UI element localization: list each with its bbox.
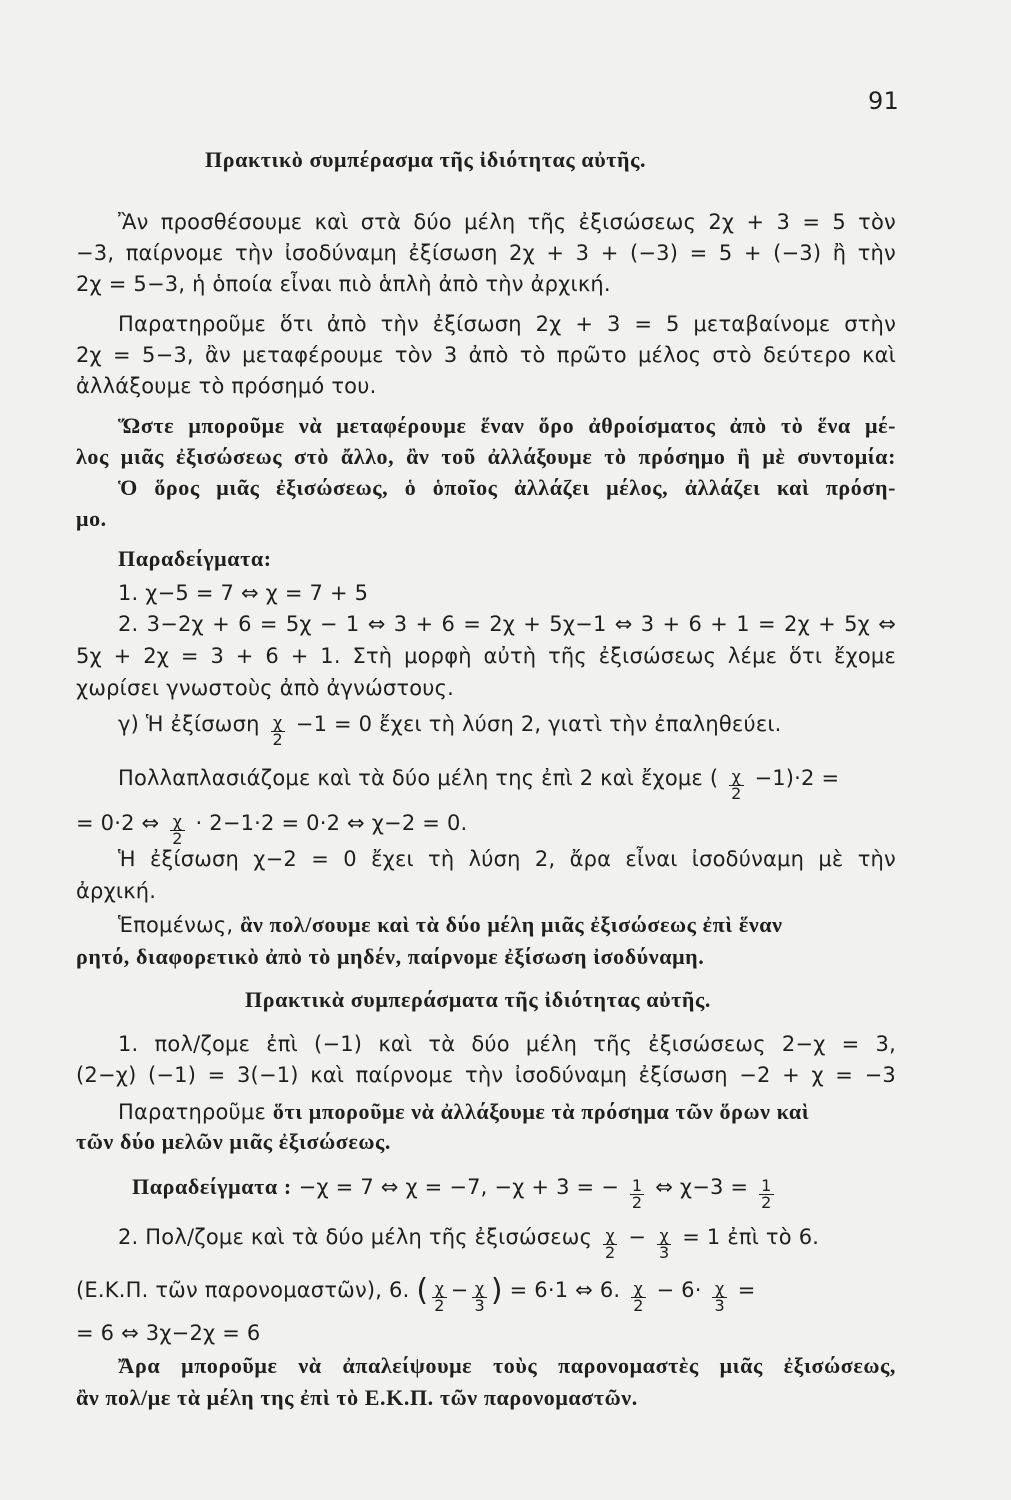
mult-line: Πολλαπλασιάζομε καὶ τὰ δύο μέλη της ἐπὶ 2 καὶ ἔχομε ( $\frac{\chi}{2}$ −1)·2 = (118, 766, 840, 803)
gamma-line (118, 709, 782, 748)
paragraph-line: Παρατηροῦμε ὅτι ἀπὸ τὴν ἐξίσωση 2χ + 3 = 5 μεταβαίνομε στὴν (118, 312, 896, 336)
fraction: $\frac{1}{2}$ (761, 1176, 772, 1212)
rule-line: μο. (76, 506, 107, 531)
final-rule-line: Ἄρα μποροῦμε νὰ ἀπαλείψουμε τοὺς παρονομαστὲς μιᾶς ἐξισώσεως, (118, 1353, 896, 1378)
conclusion-line: Ἑπομένως, ἂν πολ/σουμε καὶ τὰ δύο μέλη μιᾶς ἐξισώσεως ἐπὶ ἕναν (118, 912, 783, 937)
c5-line: = 6 ⇔ 3χ−2χ = 6 (76, 1321, 261, 1345)
paragraph-line: (2−χ) (−1) = 3(−1) καὶ παίρνομε τὴν ἰσοδύναμη ἐξίσωση −2 + χ = −3 (76, 1063, 896, 1087)
conclusion-line: Παρατηροῦμε ὅτι μποροῦμε νὰ ἀλλάξουμε τὰ πρόσημα τῶν ὅρων καὶ (118, 1099, 810, 1124)
fraction: $\frac{1}{2}$ (631, 1176, 643, 1212)
fraction: $\frac{\chi}{3}$ (658, 1226, 670, 1262)
rule-line: λος μιᾶς ἐξισώσεως στὸ ἄλλο, ἂν τοῦ ἀλλάξουμε τὸ πρόσημο ἢ μὲ συντομία: (76, 444, 896, 469)
example-1: 1. χ−5 = 7 ⇔ χ = 7 + 5 (118, 581, 369, 605)
mult-line-2: = 0·2 ⇔ $\frac{\chi}{2}$ · 2−1·2 = 0·2 ⇔ χ−2 = 0. (76, 811, 468, 848)
paragraph-line: 2χ = 5−3, ἂν μεταφέρουμε τὸν 3 ἀπὸ τὸ πρῶτο μέλος στὸ δεύτερο καὶ (76, 343, 896, 367)
fraction: $\frac{\chi}{2}$ (434, 1279, 445, 1315)
conclusion-line: τῶν δύο μελῶν μιᾶς ἐξισώσεως. (76, 1129, 392, 1154)
section-heading: Πρακτικὸ συμπέρασμα τῆς ἰδιότητας αὐτῆς. (205, 147, 647, 172)
paragraph-line: ἀλλάξουμε τὸ πρόσημό του. (76, 374, 377, 398)
examples-heading: Παραδείγματα: (118, 546, 272, 571)
paragraph-line: 2χ = 5−3, ἡ ὁποία εἶναι πιὸ ἁπλὴ ἀπὸ τὴν ἀρχική. (76, 272, 611, 296)
paragraph-line: Ἂν προσθέσουμε καὶ στὰ δύο μέλη τῆς ἐξισώσεως 2χ + 3 = 5 τὸν (118, 210, 896, 234)
c3-line: 2. Πολ/ζομε καὶ τὰ δύο μέλη τῆς ἐξισώσεως $\frac{\chi}{2}$ − $\frac{\chi}{3}$ = 1 ἐπὶ τὸ 6. (118, 1225, 820, 1262)
fraction: $\frac{\chi}{3}$ (474, 1279, 485, 1315)
example-3-line: Παραδείγματα : −χ = 7 ⇔ χ = −7, −χ + 3 = − $\frac{1}{2}$ ⇔ χ−3 = $\frac{1}{2}$ (132, 1174, 772, 1212)
fraction: $\frac{\chi}{2}$ (172, 812, 183, 848)
fraction: $\frac{\chi}{3}$ (714, 1279, 725, 1315)
conclusion-line: ρητό, διαφορετικὸ ἀπὸ τὸ μηδέν, παίρνομε ἐξίσωση ἰσοδύναμη. (76, 944, 705, 969)
paragraph-line: Ἡ ἐξίσωση χ−2 = 0 ἔχει τὴ λύση 2, ἄρα εἶναι ἰσοδύναμη μὲ τὴν (118, 847, 896, 871)
page-number: 91 (868, 87, 899, 115)
paragraph-line: −3, παίρνομε τὴν ἰσοδύναμη ἐξίσωση 2χ + 3 + (−3) = 5 + (−3) ἢ τὴν (76, 241, 896, 265)
rule-line: Ὁ ὅρος μιᾶς ἐξισώσεως, ὁ ὁποῖος ἀλλάζει μέλος, ἀλλάζει καὶ πρόση- (118, 475, 896, 500)
fraction: $\frac{\chi}{2}$ (272, 713, 283, 749)
c4-line: (Ε.Κ.Π. τῶν παρονομαστῶν), 6. ( $\frac{\chi}{2}$ − $\frac{\chi}{3}$ ) = 6·1 ⇔ 6. $\frac{\chi}{2}$ − 6· $\frac{\chi}{3}$ = (76, 1273, 756, 1315)
gamma-suffix: −1 = 0 ἔχει τὴ λύση 2, γιατὶ τὴν ἐπαληθεύει. (295, 712, 782, 736)
final-rule-line: ἂν πολ/με τὰ μέλη της ἐπὶ τὸ Ε.Κ.Π. τῶν παρονομαστῶν. (76, 1385, 638, 1410)
fraction: $\frac{\chi}{2}$ (731, 767, 742, 803)
gamma-prefix: γ) Ἡ ἐξίσωση (118, 712, 260, 736)
paragraph-line: 1. πολ/ζομε ἐπὶ (−1) καὶ τὰ δύο μέλη τῆς ἐξισώσεως 2−χ = 3, (118, 1032, 896, 1056)
example-2-line: 5χ + 2χ = 3 + 6 + 1. Στὴ μορφὴ αὐτὴ τῆς ἐξισώσεως λέμε ὅτι ἔχομε (76, 644, 896, 668)
example-2-line: χωρίσει γνωστοὺς ἀπὸ ἀγνώστους. (76, 676, 455, 700)
example-2-line: 2. 3−2χ + 6 = 5χ − 1 ⇔ 3 + 6 = 2χ + 5χ−1 ⇔ 3 + 6 + 1 = 2χ + 5χ ⇔ (118, 612, 896, 636)
rule-line: Ὥστε μποροῦμε νὰ μεταφέρουμε ἕναν ὅρο ἀθροίσματος ἀπὸ τὸ ἕνα μέ- (118, 413, 896, 438)
fraction: $\frac{\chi}{2}$ (633, 1279, 644, 1315)
paragraph-line: ἀρχική. (76, 879, 157, 903)
fraction: $\frac{\chi}{2}$ (605, 1226, 616, 1262)
section-heading: Πρακτικὰ συμπεράσματα τῆς ἰδιότητας αὐτῆς. (245, 987, 711, 1012)
